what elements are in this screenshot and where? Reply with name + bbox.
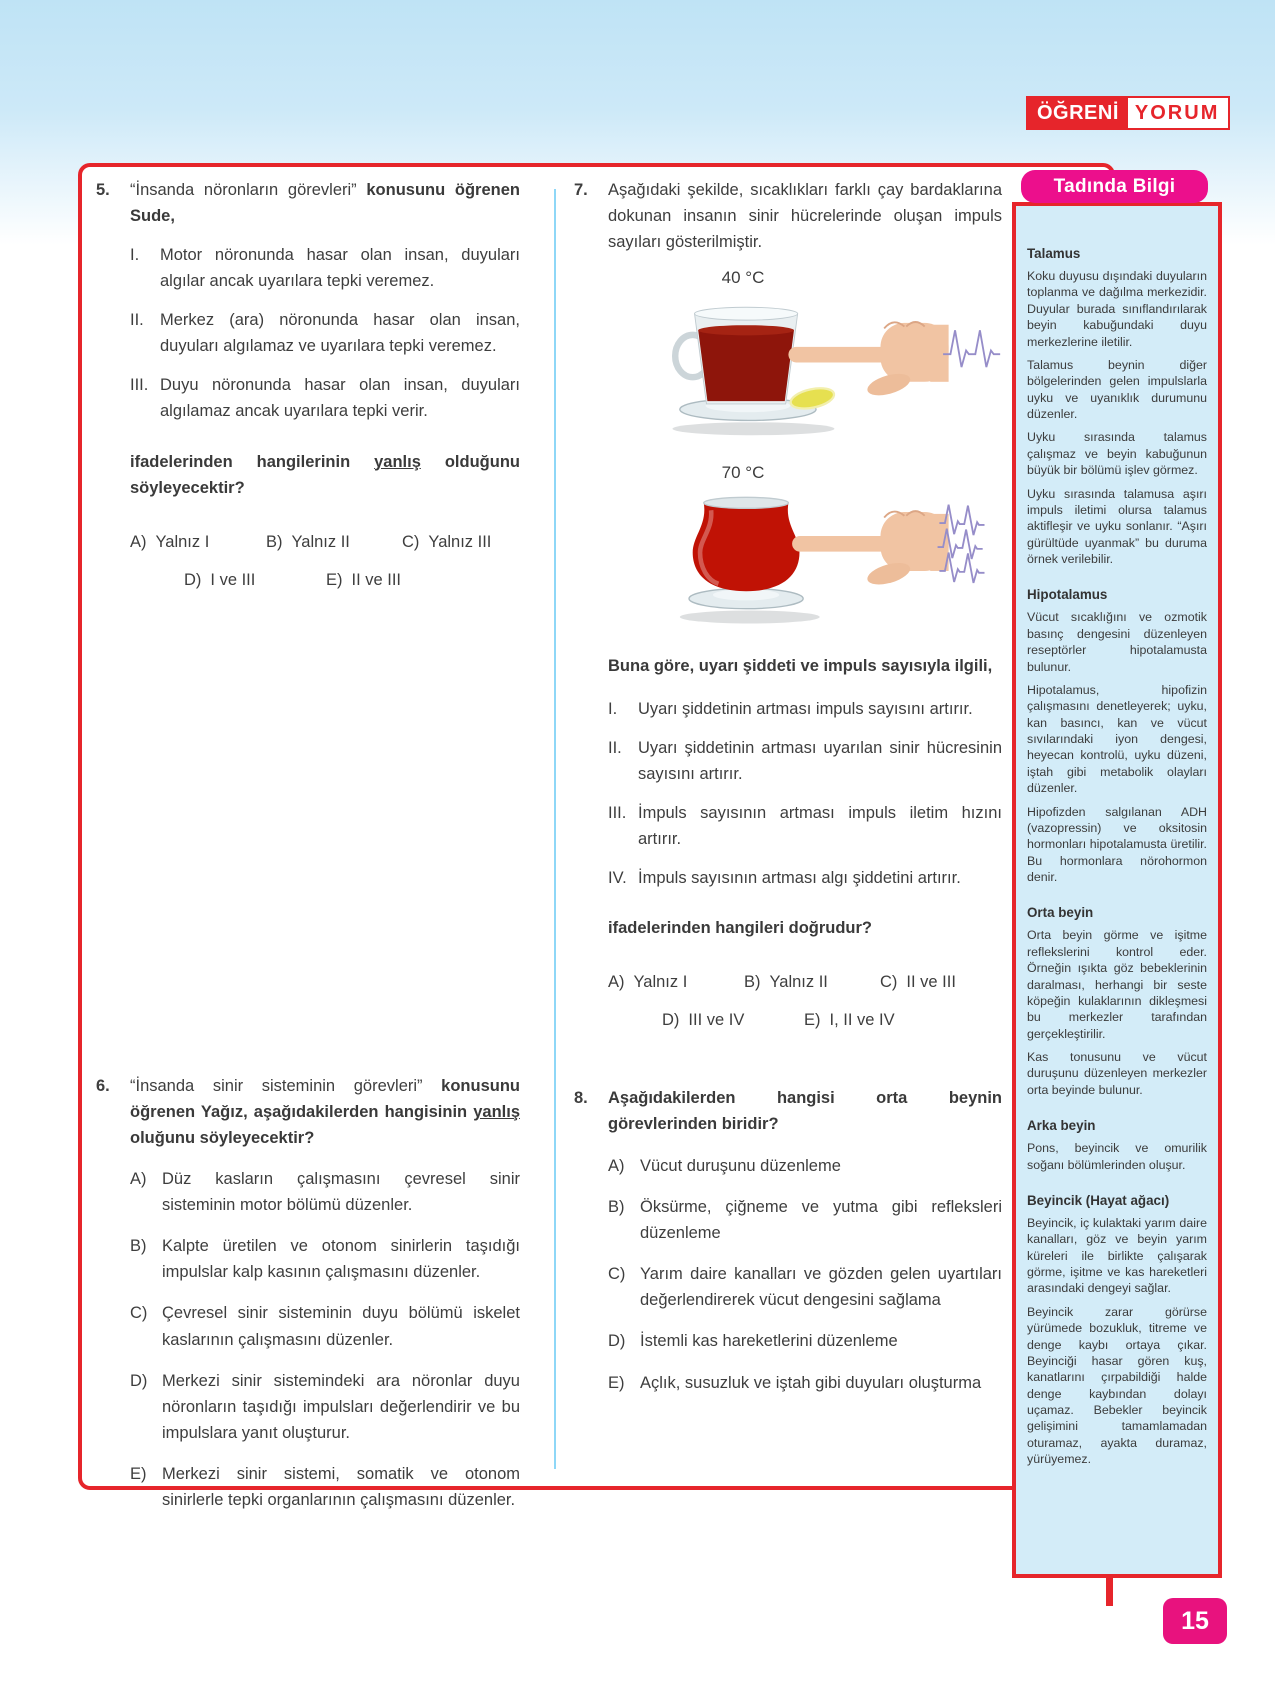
item-text: Uyarı şiddetinin artması uyarılan sinir hücresinin sayısını artırır. bbox=[638, 738, 1002, 783]
option-label: B) bbox=[130, 1237, 147, 1256]
section-heading: Orta beyin bbox=[1027, 905, 1094, 921]
statement-list bbox=[574, 696, 1002, 891]
glass-rim bbox=[695, 307, 798, 320]
section-paragraph: Kas tonusunu ve vücut duruşunu düzenleyen merkezler orta beyinde bulunur. bbox=[1027, 1050, 1207, 1097]
option-text: Çevresel sinir sisteminin duyu bölümü iskelet kaslarının çalışmasını düzenler. bbox=[162, 1304, 520, 1349]
temperature-label: 70 °C bbox=[721, 463, 765, 483]
section-paragraph: Koku duyusu dışındaki duyuların toplanma ve dağılma merkezidir. Duyular burada sınıflandırılarak beyin kabuğundaki duyu merkezlerine iletilir. bbox=[1027, 269, 1207, 349]
stem-quote: “İnsanda nöronların görevleri” bbox=[130, 181, 367, 199]
stem-bold: konusunu öğrenen Sude, bbox=[130, 181, 520, 226]
option-text: Kalpte üretilen ve otonom sinirlerin taşıdığı impulslar kalp kasının çalışmasını düzenler. bbox=[162, 1237, 520, 1282]
closing-bold: ifadelerinden hangileri doğrudur? bbox=[608, 918, 873, 937]
stem-bold: konusunu öğrenen Yağız, aşağıdakilerden hangisinin bbox=[130, 1077, 520, 1122]
question-mid-statement bbox=[574, 653, 1002, 679]
brand-logo bbox=[1026, 96, 1230, 130]
option-b bbox=[574, 1194, 1002, 1246]
option-c bbox=[880, 969, 956, 995]
lemon-wedge bbox=[789, 385, 836, 412]
statement-list bbox=[96, 242, 520, 424]
option-label: A) bbox=[608, 973, 625, 992]
stem-bold: oluğunu söyleyecektir? bbox=[130, 1129, 315, 1148]
page-number-badge: 15 bbox=[1163, 1598, 1227, 1644]
closing-post: olduğunu söyleyecektir? bbox=[130, 452, 520, 497]
option-d bbox=[574, 1328, 1002, 1354]
option-b bbox=[96, 1233, 520, 1285]
question-number: 8. bbox=[574, 1089, 588, 1107]
shadow bbox=[680, 611, 820, 624]
option-label: E) bbox=[130, 1464, 147, 1483]
list-item bbox=[96, 242, 520, 294]
option-text: Merkezi sinir sistemindeki ara nöronlar duyu nöronların taşıdığı impulsları değerlendirir ve bu impulslara yanıt oluşturur. bbox=[162, 1371, 520, 1442]
option-label: B) bbox=[608, 1198, 625, 1217]
item-label: IV. bbox=[608, 868, 627, 887]
option-label: C) bbox=[402, 532, 420, 551]
section-paragraph: Uyku sırasında talamus çalışmaz ve beyin kabuğunun büyük bir bölümü işlev görmez. bbox=[1027, 430, 1207, 478]
option-text: I, II ve IV bbox=[829, 1011, 895, 1030]
question-stem-text bbox=[130, 177, 520, 229]
question-7-stem bbox=[574, 177, 1002, 255]
questions-frame bbox=[78, 163, 1115, 1509]
option-text: II ve III bbox=[906, 973, 956, 992]
closing-underlined: yanlış bbox=[374, 452, 421, 471]
section-paragraph: Beyincik zarar görürse yürümede bozukluk, titreme ve denge kaybı ortaya çıkar. Beyinciği hasar gören kuş, kanatlarını çırpabildiği halde denge kaybından dolayı uçamaz. Bebekler beyincik gelişimini tamamlamadan oturamaz, ayakta duramaz, yürüyemez. bbox=[1027, 1304, 1207, 1467]
item-text: Merkez (ara) nöronunda hasar olan insan, duyuları algılamaz ve uyarılara tepki veremez. bbox=[160, 311, 520, 356]
brand-logo-secondary: YORUM bbox=[1128, 98, 1228, 128]
option-label: E) bbox=[326, 570, 343, 589]
section-paragraph: Pons, beyincik ve omurilik soğanı bölümlerinden oluşur. bbox=[1027, 1141, 1207, 1172]
section-paragraph: Vücut sıcaklığını ve ozmotik basınç dengesini düzenleyen reseptörler hipotalamusta bulunur. bbox=[1027, 610, 1207, 674]
option-c bbox=[402, 529, 491, 555]
list-item bbox=[574, 696, 1002, 722]
question-5-stem bbox=[96, 177, 520, 229]
option-label: B) bbox=[266, 532, 283, 551]
shadow bbox=[672, 422, 834, 435]
section-paragraph: Talamus beynin diğer bölgelerinden gelen impulslarla uyku ve uyanıklık durumunu düzenler. bbox=[1027, 357, 1207, 421]
option-label: D) bbox=[662, 1011, 680, 1030]
question-8-stem bbox=[574, 1085, 1002, 1137]
option-d bbox=[662, 1007, 804, 1033]
answer-options bbox=[574, 1153, 1002, 1395]
option-label: A) bbox=[608, 1157, 625, 1176]
figure-tea-70c bbox=[574, 460, 1002, 637]
option-c bbox=[96, 1300, 520, 1352]
option-a bbox=[96, 1166, 520, 1218]
option-text: Öksürme, çiğneme ve yutma gibi refleksleri düzenleme bbox=[640, 1198, 1002, 1243]
column-divider bbox=[554, 189, 556, 1469]
info-panel bbox=[1012, 202, 1222, 1578]
tea bbox=[698, 330, 794, 401]
item-text: Duyu nöronunda hasar olan insan, duyuları algılamaz ancak uyarılara tepki verir. bbox=[160, 376, 520, 421]
section-paragraph: Hipofizden salgılanan ADH (vazopressin) ve oksitosin hormonları hipotalamusta üretilir. Bu hormonlara nörohormon denir. bbox=[1027, 804, 1207, 884]
option-label: C) bbox=[608, 1265, 626, 1284]
option-text: Yalnız I bbox=[155, 532, 210, 551]
question-closing bbox=[96, 449, 520, 501]
options-row-2 bbox=[96, 567, 520, 593]
option-text: Yalnız I bbox=[633, 973, 688, 992]
option-text: Yalnız II bbox=[291, 532, 350, 551]
question-number: 6. bbox=[96, 1077, 110, 1095]
option-label: B) bbox=[744, 973, 761, 992]
stem-quote: “İnsanda sinir sisteminin görevleri” bbox=[130, 1077, 442, 1095]
question-number: 5. bbox=[96, 181, 110, 199]
option-text: İstemli kas hareketlerini düzenleme bbox=[640, 1332, 898, 1351]
item-text: İmpuls sayısının artması algı şiddetini artırır. bbox=[638, 868, 961, 887]
question-stem-text: Aşağıdaki şekilde, sıcaklıkları farklı çay bardaklarına dokunan insanın sinir hücrelerinde oluşan impuls sayıları gösterilmiştir. bbox=[608, 181, 1002, 252]
option-e bbox=[574, 1370, 1002, 1396]
question-number: 7. bbox=[574, 181, 588, 199]
list-item bbox=[574, 735, 1002, 787]
item-label: I. bbox=[608, 699, 618, 718]
option-text: Merkezi sinir sistemi, somatik ve otonom sinirlerle tepki organlarının çalışmasını düzenler. bbox=[162, 1464, 520, 1509]
option-e bbox=[96, 1461, 520, 1513]
question-5 bbox=[96, 177, 520, 593]
option-b bbox=[266, 529, 402, 555]
question-6-stem bbox=[96, 1073, 520, 1151]
options-row-2 bbox=[574, 1007, 1002, 1033]
question-closing bbox=[574, 915, 1002, 941]
options-row-1 bbox=[574, 969, 1002, 995]
info-section-beyincik bbox=[1027, 1193, 1207, 1468]
section-heading: Arka beyin bbox=[1027, 1118, 1096, 1134]
question-stem-text bbox=[608, 1085, 1002, 1137]
option-a bbox=[608, 969, 744, 995]
info-panel-title: Tadında Bilgi bbox=[1021, 170, 1208, 203]
item-label: III. bbox=[608, 803, 627, 822]
option-text: I ve III bbox=[210, 570, 256, 589]
section-paragraph: Beyincik, iç kulaktaki yarım daire kanalları, göz ve beyin yarım küreleri ile birlikte çalışarak görme, işitme ve kas hareketleri arasındaki dengeyi sağlar. bbox=[1027, 1215, 1207, 1296]
question-stem-text bbox=[130, 1073, 520, 1151]
closing-pre: ifadelerinden hangilerinin bbox=[130, 452, 375, 471]
pointing-hand bbox=[792, 511, 948, 589]
option-label: E) bbox=[804, 1011, 821, 1030]
section-paragraph: Uyku sırasında talamusa aşırı impuls iletimi olursa talamus aktifleşir ve uyku sonlanır. “Aşırı gürültüde uyanmak” bu duruma örnek verilebilir. bbox=[1027, 486, 1207, 566]
tea-cup-illustration bbox=[608, 294, 1002, 442]
impulse-waveform bbox=[943, 330, 1000, 367]
list-item bbox=[96, 307, 520, 359]
option-label: C) bbox=[130, 1304, 148, 1323]
list-item bbox=[574, 865, 1002, 891]
option-label: D) bbox=[130, 1371, 148, 1390]
question-7 bbox=[574, 177, 1002, 1033]
question-6 bbox=[96, 1073, 520, 1528]
option-text: II ve III bbox=[351, 570, 402, 589]
item-label: II. bbox=[130, 311, 144, 330]
option-label: A) bbox=[130, 532, 147, 551]
info-section-arka-beyin bbox=[1027, 1118, 1207, 1173]
item-label: III. bbox=[130, 376, 149, 395]
option-label: A) bbox=[130, 1170, 147, 1189]
frame-connector bbox=[1106, 1578, 1113, 1606]
item-text: Motor nöronunda hasar olan insan, duyuları algılar ancak uyarılara tepki veremez. bbox=[160, 246, 520, 291]
temperature-label: 40 °C bbox=[721, 268, 765, 288]
tea-surface bbox=[698, 325, 794, 335]
option-a bbox=[574, 1153, 1002, 1179]
brand-logo-primary: ÖĞRENİ bbox=[1028, 98, 1128, 128]
option-label: D) bbox=[184, 570, 202, 589]
options-row-1 bbox=[96, 529, 520, 555]
section-paragraph: Hipotalamus, hipofizin çalışmasını denetleyerek; uyku, kan basıncı, kan ve vücut sıvılarındaki iyon dengesi, heyecan kontrolü, uyku düzeni, iştah gibi metabolik olayları düzenler. bbox=[1027, 682, 1207, 796]
item-label: II. bbox=[608, 738, 622, 757]
option-text: Yarım daire kanalları ve gözden gelen uyartıları değerlendirerek vücut dengesini sağlama bbox=[640, 1265, 1002, 1310]
section-heading: Beyincik (Hayat ağacı) bbox=[1027, 1192, 1170, 1208]
mid-bold: Buna göre, uyarı şiddeti ve impuls sayısıyla ilgili, bbox=[608, 657, 993, 676]
option-c bbox=[574, 1261, 1002, 1313]
option-b bbox=[744, 969, 880, 995]
option-e bbox=[804, 1007, 946, 1033]
list-item bbox=[96, 372, 520, 424]
item-text: Uyarı şiddetinin artması impuls sayısını artırır. bbox=[638, 699, 973, 718]
figure-tea-40c bbox=[574, 265, 1002, 450]
option-text: Düz kasların çalışmasını çevresel sinir sisteminin motor bölümü düzenler. bbox=[162, 1170, 520, 1215]
option-d bbox=[184, 567, 326, 593]
option-label: C) bbox=[880, 973, 898, 992]
info-section-talamus bbox=[1027, 246, 1207, 567]
section-heading: Hipotalamus bbox=[1027, 587, 1108, 603]
option-d bbox=[96, 1368, 520, 1446]
option-label: D) bbox=[608, 1332, 626, 1351]
stem-bold: Aşağıdakilerden hangisi orta beynin görevlerinden biridir? bbox=[608, 1089, 1002, 1134]
option-text: Yalnız II bbox=[769, 973, 828, 992]
info-section-orta-beyin bbox=[1027, 905, 1207, 1098]
question-8 bbox=[574, 1085, 1002, 1411]
tea-glass-illustration bbox=[608, 489, 1002, 629]
list-item bbox=[574, 800, 1002, 852]
section-paragraph: Orta beyin görme ve işitme reflekslerini kontrol eder. Örneğin ışıkta göz bebeklerinin daralması, herhangi bir seste köpeğin kulaklarının dikleşmesi bu merkezler tarafından gerçekleştirilir. bbox=[1027, 928, 1207, 1041]
answer-options bbox=[96, 1166, 520, 1513]
option-text: III ve IV bbox=[688, 1011, 745, 1030]
option-label: E) bbox=[608, 1373, 625, 1392]
stem-underlined: yanlış bbox=[473, 1103, 520, 1122]
item-text: İmpuls sayısının artması impuls iletim hızını artırır. bbox=[638, 803, 1002, 848]
option-e bbox=[326, 567, 468, 593]
info-section-hipotalamus bbox=[1027, 587, 1207, 885]
option-text: Yalnız III bbox=[428, 532, 492, 551]
option-text: Açlık, susuzluk ve iştah gibi duyuları oluşturma bbox=[640, 1373, 982, 1392]
item-label: I. bbox=[130, 246, 140, 265]
section-heading: Talamus bbox=[1027, 246, 1081, 261]
option-text: Vücut duruşunu düzenleme bbox=[640, 1157, 841, 1176]
option-a bbox=[130, 529, 266, 555]
glass-rim bbox=[704, 497, 789, 508]
